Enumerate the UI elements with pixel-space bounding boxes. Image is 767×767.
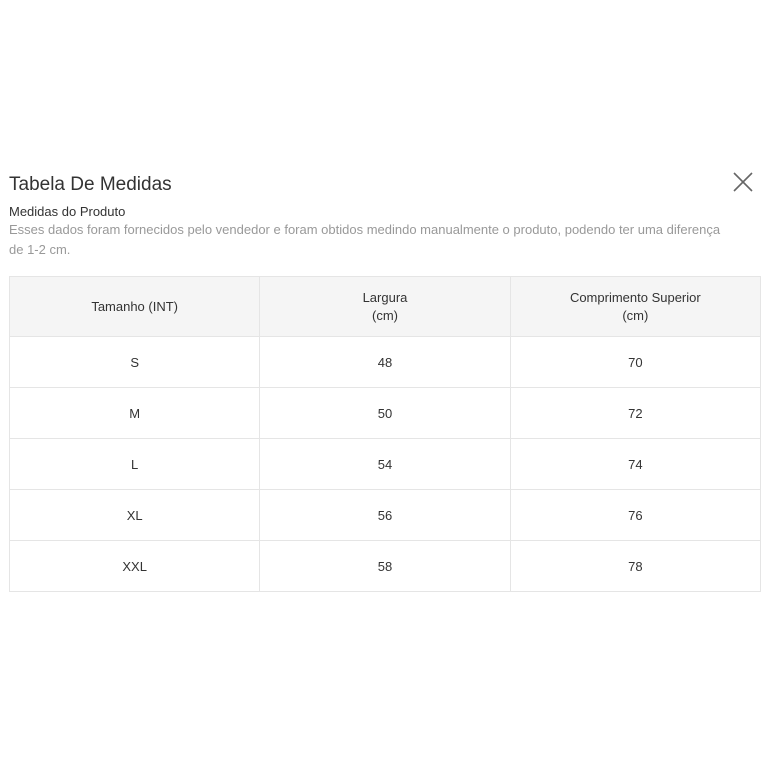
description: Esses dados foram fornecidos pelo vendedor e foram obtidos medindo manualmente o produto, podendo ter uma diferença de 1-2 cm.: [9, 222, 721, 257]
header-unit: (cm): [622, 307, 649, 323]
subtitle: Medidas do Produto: [9, 204, 126, 219]
close-icon: [730, 169, 756, 195]
header-label: Comprimento Superior: [569, 289, 701, 305]
table-cell: 48: [260, 337, 510, 388]
table-cell: 72: [510, 388, 760, 439]
table-cell: 54: [260, 439, 510, 490]
table-cell: 76: [510, 490, 760, 541]
table-cell: L: [10, 439, 260, 490]
header-width: [260, 277, 510, 337]
table-cell: S: [10, 337, 260, 388]
header-unit: (cm): [371, 307, 398, 323]
table-cell: XL: [10, 490, 260, 541]
table-cell: 70: [510, 337, 760, 388]
table-row: [10, 337, 761, 388]
table-row: [10, 439, 761, 490]
table-row: [10, 490, 761, 541]
header-size: [10, 277, 260, 337]
modal-title: Tabela De Medidas: [9, 174, 172, 195]
table-cell: 50: [260, 388, 510, 439]
close-button[interactable]: [730, 169, 756, 195]
table-cell: M: [10, 388, 260, 439]
table-cell: XXL: [10, 541, 260, 592]
header-length: [510, 277, 760, 337]
table-cell: 56: [260, 490, 510, 541]
table-cell: 58: [260, 541, 510, 592]
table-row: [10, 541, 761, 592]
table-row: [10, 388, 761, 439]
table-header-row: [10, 277, 761, 337]
header-label: Tamanho (INT): [91, 298, 179, 314]
table-cell: 74: [510, 439, 760, 490]
table-cell: 78: [510, 541, 760, 592]
size-table: [9, 276, 761, 592]
header-label: Largura: [362, 289, 408, 305]
